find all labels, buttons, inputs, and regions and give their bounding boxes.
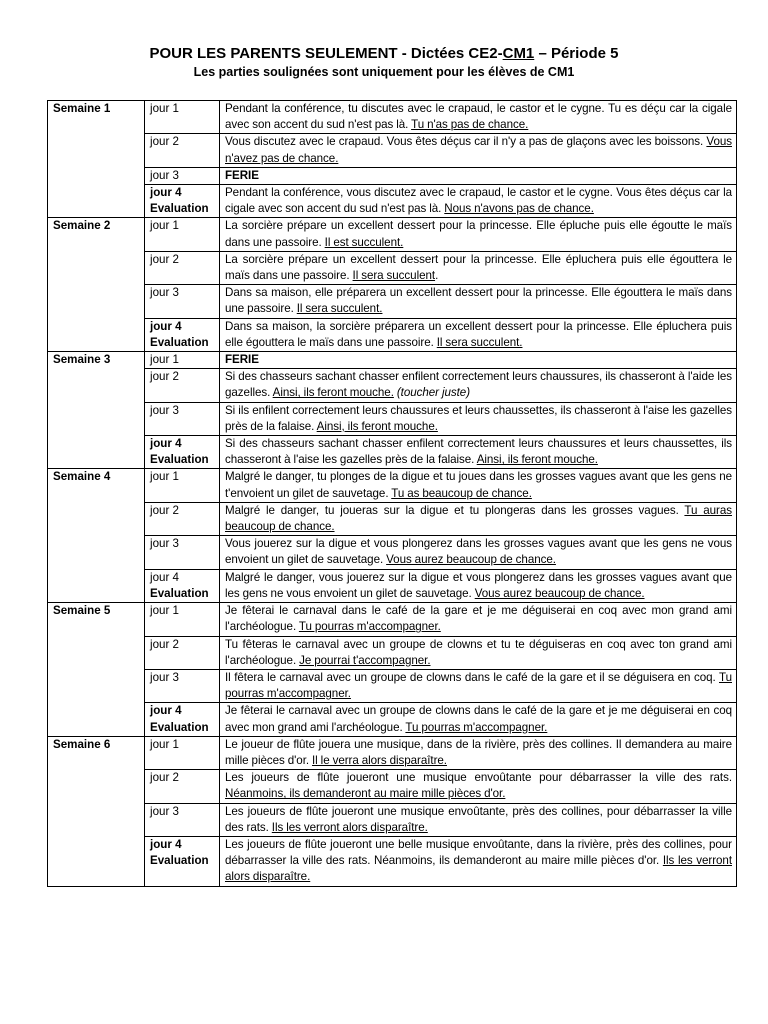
holiday-label: FERIE xyxy=(225,353,259,367)
day-label xyxy=(145,736,220,769)
cm1-underlined-part: Vous aurez beaucoup de chance. xyxy=(386,553,556,567)
dictation-sentence: Si des chasseurs sachant chasser enfilent correctement leurs chaussures, ils chasseront à l'aide les gazelles. xyxy=(225,370,732,400)
day-number: jour 3 xyxy=(150,168,180,182)
cm1-underlined-part: Ainsi, ils feront mouche. xyxy=(316,419,438,433)
day-label xyxy=(145,101,220,134)
cm1-underlined-part: Tu auras beaucoup de chance. xyxy=(225,503,732,534)
dictation-text xyxy=(220,669,737,702)
cm1-underlined-part: Tu n'as pas de chance. xyxy=(411,118,529,132)
day-number: jour 1 xyxy=(150,353,180,367)
day-label xyxy=(145,603,220,636)
cm1-underlined-part: Vous n'avez pas de chance. xyxy=(225,135,732,165)
punctuation: . xyxy=(435,269,439,283)
day-number: jour 2 xyxy=(150,503,180,517)
title-text: POUR LES PARENTS SEULEMENT - Dictées CE2- xyxy=(149,45,503,62)
table-row xyxy=(48,536,737,569)
day-number: jour 2 xyxy=(150,252,180,266)
title-period: – Période 5 xyxy=(534,45,619,62)
day-number: jour 4 xyxy=(150,186,182,200)
evaluation-label: Evaluation xyxy=(150,854,209,868)
cm1-underlined-part: Il le verra alors disparaître. xyxy=(312,753,447,767)
dictation-text xyxy=(220,285,737,318)
document-header xyxy=(0,44,768,80)
cm1-underlined-part: Ainsi, ils feront mouche. xyxy=(272,386,394,400)
dictation-sentence: Malgré le danger, vous jouerez sur la digue et vous plongerez dans les grosses vagues avant que les gens ne vous envoient un gilet de sauvetage. xyxy=(225,570,732,600)
cm1-underlined-part: Tu pourras m'accompagner. xyxy=(405,720,548,734)
dictation-sentence: Si des chasseurs sachant chasser enfilent correctement leurs chaussures et leurs chaussettes, ils chasseront à l'aise les gazelles près de la falaise. xyxy=(225,437,732,467)
day-number: jour 3 xyxy=(150,804,180,818)
table-row xyxy=(48,134,737,167)
table-row xyxy=(48,318,737,351)
dictation-sentence: Malgré le danger, tu plonges de la digue et tu joues dans les grosses vagues avant que les gens ne t'envoient un gilet de sauvetage. xyxy=(225,470,732,500)
day-label xyxy=(145,536,220,569)
table-row xyxy=(48,603,737,636)
dictation-sentence: Les joueurs de flûte joueront une musique envoûtante pour débarrasser la ville des rats. xyxy=(225,771,732,785)
week-label: Semaine 5 xyxy=(48,603,145,737)
title-underlined-level: CM1 xyxy=(502,45,535,62)
cm1-underlined-part: Je pourrai t'accompagner. xyxy=(299,653,431,667)
evaluation-label: Evaluation xyxy=(150,453,209,467)
dictation-sentence: Vous discutez avec le crapaud. Vous êtes déçus car il n'y a pas de glaçons avec les boissons. xyxy=(225,135,707,149)
table-row xyxy=(48,736,737,769)
week-label: Semaine 6 xyxy=(48,736,145,886)
dictation-sentence: Dans sa maison, elle préparera un excellent dessert pour la princesse. Elle égouttera le maïs dans une passoire. xyxy=(225,286,732,316)
week-label: Semaine 2 xyxy=(48,218,145,352)
day-number: jour 4 xyxy=(150,437,182,451)
cm1-underlined-part: Nous n'avons pas de chance. xyxy=(444,202,594,216)
dictation-text xyxy=(220,736,737,769)
day-number: jour 1 xyxy=(150,470,180,484)
table-row xyxy=(48,251,737,284)
dictation-text xyxy=(220,836,737,886)
dictation-sentence: Pendant la conférence, tu discutes avec le crapaud, le castor et le cygne. Tu es déçu car la cigale avec son accent du sud n'est pas là. xyxy=(225,102,732,132)
day-number: jour 1 xyxy=(150,604,180,618)
evaluation-label: Evaluation xyxy=(150,720,209,734)
dictation-sentence: Je fêterai le carnaval avec un groupe de clowns dans le café de la gare et je me déguiserai en coq avec mon grand ami l'archéologue. xyxy=(225,704,732,734)
day-number: jour 3 xyxy=(150,537,180,551)
day-label xyxy=(145,836,220,886)
day-number: jour 3 xyxy=(150,286,180,300)
table-row xyxy=(48,436,737,469)
cm1-underlined-part: Il sera succulent. xyxy=(436,335,523,349)
dictation-text xyxy=(220,101,737,134)
table-row xyxy=(48,502,737,535)
day-label xyxy=(145,167,220,184)
day-label xyxy=(145,318,220,351)
dictation-sentence: La sorcière prépare un excellent dessert pour la princesse. Elle épluchera puis elle égouttera le maïs dans une passoire. xyxy=(225,252,732,283)
table-row xyxy=(48,569,737,602)
holiday-label: FERIE xyxy=(225,168,259,182)
dictation-text xyxy=(220,803,737,836)
dictation-sentence: Tu fêteras le carnaval avec un groupe de clowns et tu te déguiseras en coq avec ton grand ami l'archéologue. xyxy=(225,637,732,667)
cm1-underlined-part: Vous aurez beaucoup de chance. xyxy=(474,586,645,600)
cm1-underlined-part: Tu pourras m'accompagner. xyxy=(225,670,732,701)
evaluation-label: Evaluation xyxy=(150,335,209,349)
dictation-text xyxy=(220,703,737,736)
day-label xyxy=(145,402,220,435)
day-label xyxy=(145,185,220,218)
dictation-text xyxy=(220,436,737,469)
day-label xyxy=(145,469,220,502)
day-label xyxy=(145,770,220,803)
table-row xyxy=(48,770,737,803)
dictation-sentence: Malgré le danger, tu joueras sur la digue et tu plongeras dans les grosses vagues. xyxy=(225,503,685,517)
day-number: jour 3 xyxy=(150,670,180,684)
day-label xyxy=(145,569,220,602)
note-italic: (toucher juste) xyxy=(393,386,470,400)
holiday-cell xyxy=(220,167,737,184)
evaluation-label: Evaluation xyxy=(150,586,209,600)
table-row xyxy=(48,167,737,184)
dictation-text xyxy=(220,369,737,402)
dictation-sentence: Si ils enfilent correctement leurs chaussures et leurs chaussettes, ils chasseront à l'aise les gazelles près de la falaise. xyxy=(225,403,732,433)
dictation-table xyxy=(47,100,737,887)
cm1-underlined-part: Il sera succulent. xyxy=(296,302,383,316)
table-row xyxy=(48,218,737,251)
day-number: jour 4 xyxy=(150,570,180,584)
cm1-underlined-part: Ainsi, ils feront mouche. xyxy=(476,453,598,467)
table-row xyxy=(48,469,737,502)
cm1-underlined-part: Il est succulent. xyxy=(324,235,404,249)
day-number: jour 4 xyxy=(150,837,182,851)
table-row xyxy=(48,669,737,702)
table-row xyxy=(48,402,737,435)
dictation-sentence: Vous jouerez sur la digue et vous plongerez dans les grosses vagues avant que les gens ne vous envoient un gilet de sauvetage. xyxy=(225,537,732,567)
day-number: jour 2 xyxy=(150,637,180,651)
dictation-text xyxy=(220,185,737,218)
day-label xyxy=(145,636,220,669)
dictation-sentence: Il fêtera le carnaval avec un groupe de clowns dans le café de la gare et il se déguisera en coq. xyxy=(225,670,719,684)
day-number: jour 3 xyxy=(150,403,180,417)
cm1-underlined-part: Ils les verront alors disparaître. xyxy=(271,820,428,834)
table-row xyxy=(48,101,737,134)
day-number: jour 4 xyxy=(150,319,182,333)
table-row xyxy=(48,836,737,886)
page-subtitle: Les parties soulignées sont uniquement pour les élèves de CM1 xyxy=(193,65,575,79)
dictation-sentence: Les joueurs de flûte joueront une belle musique envoûtante, dans la rivière, près des collines, pour débarrasser la ville des rats. Néanmoins, ils demanderont au maire mille pièces d'or. xyxy=(225,837,732,868)
week-label: Semaine 4 xyxy=(48,469,145,603)
dictation-text xyxy=(220,134,737,167)
day-label xyxy=(145,369,220,402)
day-label xyxy=(145,803,220,836)
day-label xyxy=(145,669,220,702)
dictation-text xyxy=(220,636,737,669)
day-number: jour 4 xyxy=(150,704,182,718)
day-label xyxy=(145,502,220,535)
day-label xyxy=(145,436,220,469)
dictation-sentence: Dans sa maison, la sorcière préparera un excellent dessert pour la princesse. Elle épluchera puis elle égouttera le maïs dans une passoire. xyxy=(225,319,732,349)
day-label xyxy=(145,285,220,318)
cm1-underlined-part: Néanmoins, ils demanderont au maire mille pièces d'or. xyxy=(225,787,506,801)
day-label xyxy=(145,703,220,736)
table-row xyxy=(48,369,737,402)
dictation-text xyxy=(220,318,737,351)
week-label: Semaine 3 xyxy=(48,352,145,469)
dictation-text xyxy=(220,536,737,569)
dictation-text xyxy=(220,770,737,803)
week-label: Semaine 1 xyxy=(48,101,145,218)
table-row xyxy=(48,352,737,369)
day-number: jour 1 xyxy=(150,102,180,115)
dictation-text xyxy=(220,569,737,602)
day-number: jour 2 xyxy=(150,771,180,785)
cm1-underlined-part: Tu pourras m'accompagner. xyxy=(298,620,441,634)
dictation-text xyxy=(220,603,737,636)
cm1-underlined-part: Ils les verront alors disparaître. xyxy=(225,854,732,884)
dictation-text xyxy=(220,402,737,435)
dictation-text xyxy=(220,502,737,535)
day-label xyxy=(145,352,220,369)
table-row xyxy=(48,636,737,669)
dictation-sentence: Pendant la conférence, vous discutez avec le crapaud, le castor et le cygne. Vous êtes déçus car la cigale avec son accent du sud n'est pas là. xyxy=(225,186,732,216)
day-label xyxy=(145,251,220,284)
day-label xyxy=(145,134,220,167)
dictation-sentence: Le joueur de flûte jouera une musique, dans de la rivière, près des collines. Il demandera au maire mille pièces d'or. xyxy=(225,737,732,767)
table-row xyxy=(48,185,737,218)
day-number: jour 2 xyxy=(150,370,180,384)
dictation-text xyxy=(220,469,737,502)
day-label xyxy=(145,218,220,251)
table-row xyxy=(48,703,737,736)
dictation-sentence: Les joueurs de flûte joueront une musique envoûtante, près des collines, pour débarrasser la ville des rats. xyxy=(225,804,732,834)
day-number: jour 2 xyxy=(150,135,180,149)
dictation-text xyxy=(220,218,737,251)
evaluation-label: Evaluation xyxy=(150,202,209,216)
holiday-cell xyxy=(220,352,737,369)
table-row xyxy=(48,803,737,836)
cm1-underlined-part: Tu as beaucoup de chance. xyxy=(391,486,532,500)
dictation-sentence: La sorcière prépare un excellent dessert pour la princesse. Elle épluche puis elle égoutte le maïs dans une passoire. xyxy=(225,219,732,249)
cm1-underlined-part: Il sera succulent xyxy=(352,269,436,283)
dictation-text xyxy=(220,251,737,284)
day-number: jour 1 xyxy=(150,737,180,751)
day-number: jour 1 xyxy=(150,219,180,233)
page-title xyxy=(0,44,768,63)
dictation-sentence: Je fêterai le carnaval dans le café de la gare et je me déguiserai en coq avec mon grand ami l'archéologue. xyxy=(225,604,732,634)
table-row xyxy=(48,285,737,318)
